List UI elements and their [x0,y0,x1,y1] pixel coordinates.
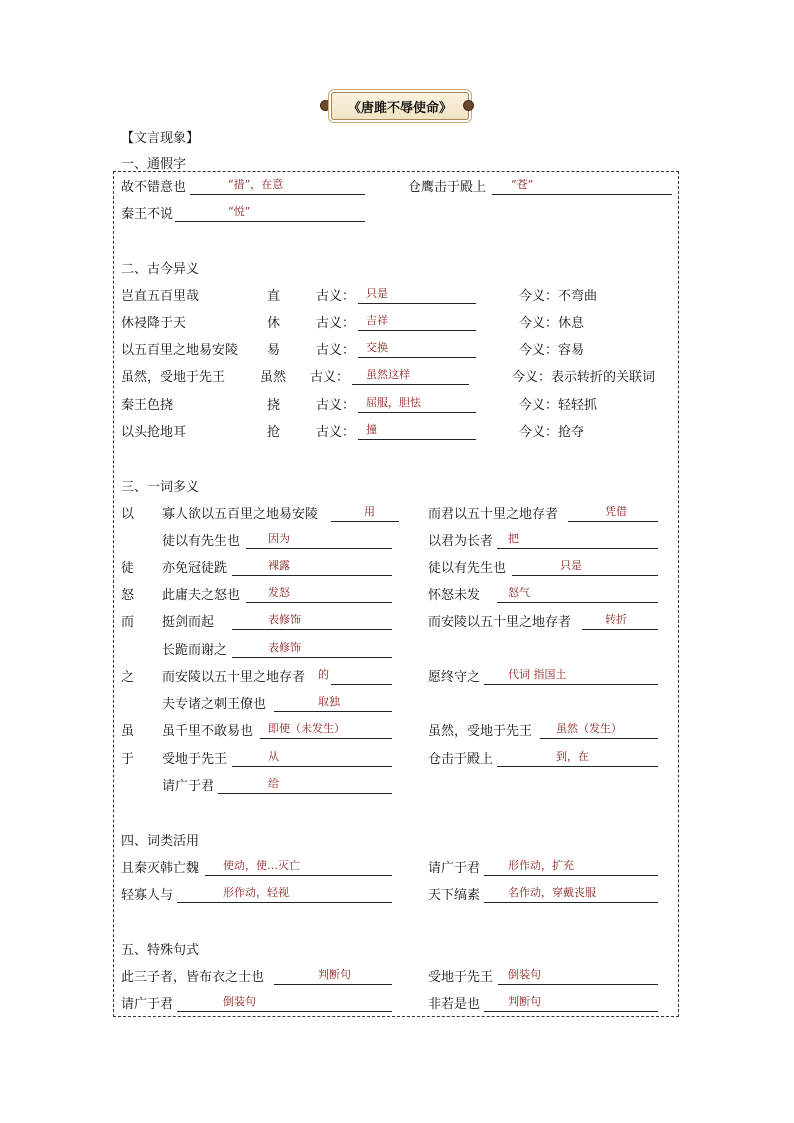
title-ornament-right [463,100,474,111]
s2-row-3-sentence: 以五百里之地易安陵 [121,343,239,358]
s4-row-2-answer: 形作动，扩充 [508,859,574,872]
s3-left-4-answer: 发怒 [268,586,290,599]
s3-left-4-blank [246,602,392,603]
s3-left-2-text: 徒以有先生也 [162,534,241,549]
s3-word-sui: 虽 [121,724,135,739]
s3-right-1-answer: 凭借 [605,505,627,518]
s2-row-2-word: 休 [267,316,281,331]
s4-row-3-text: 轻寡人与 [121,888,174,903]
page-title: 《唐雎不辱使命》 [331,92,469,120]
s2-row-1-sentence: 岂直五百里哉 [121,289,200,304]
s3-right-3-text: 徒以有先生也 [428,561,507,576]
s2-row-5-sentence: 秦王色挠 [121,398,174,413]
s3-left-8-text: 夫专诸之刺王僚也 [162,697,267,712]
s1-row-2-blank [492,194,672,195]
s3-left-9-text: 虽千里不敢易也 [162,724,254,739]
s5-row-2-blank [498,984,658,985]
s2-row-4-blank [352,384,469,385]
s3-right-5-blank [582,629,658,630]
s3-right-2-answer: 把 [508,532,519,545]
s3-right-1-text: 而君以五十里之地存者 [428,507,559,522]
s3-left-10-blank [232,766,392,767]
s2-row-3-blank [358,357,476,358]
s3-left-6-blank [232,657,392,658]
s3-right-3-answer: 只是 [560,559,582,572]
s4-row-1-blank [205,875,392,876]
s3-right-2-blank [497,548,658,549]
s3-right-8-answer: 到，在 [556,750,589,763]
s2-row-5-ancient-label: 古义： [316,398,356,413]
section-3-title: 三、一词多义 [121,480,200,495]
s4-row-4-answer: 名作动，穿戴丧服 [508,886,596,899]
s2-row-6-blank [358,439,476,440]
s2-row-4-ancient-label: 古义： [310,370,350,385]
s2-row-4-sentence: 虽然，受地于先王 [121,370,226,385]
s4-row-1-answer: 使动，使…灭亡 [223,859,300,872]
s2-row-6-modern: 今义：抢夺 [519,425,585,440]
s2-row-6-ancient-label: 古义： [316,425,356,440]
s3-left-7-text: 而安陵以五十里之地存者 [162,670,306,685]
s3-left-5-text: 挺剑而起 [162,615,215,630]
s3-left-8-blank [274,711,392,712]
s3-word-tu: 徒 [121,561,135,576]
s3-word-yu: 于 [121,752,135,767]
s1-row-1-text: 故不错意也 [121,180,187,195]
s3-left-3-answer: 裸露 [268,559,290,572]
s2-row-1-answer: 只是 [366,287,388,300]
s5-row-1-text: 此三子者，皆布衣之士也 [121,970,265,985]
s3-right-7-text: 虽然，受地于先王 [428,724,533,739]
s3-left-9-answer: 即使（未发生） [268,722,345,735]
s5-row-2-answer: 倒装句 [508,968,541,981]
s3-right-2-text: 以君为长者 [428,534,494,549]
s3-right-1-blank [568,521,658,522]
title-ornament-left [320,100,331,111]
s4-row-4-text: 天下缟素 [428,888,481,903]
s2-row-2-modern: 今义：休息 [519,316,585,331]
s2-row-1-blank [358,303,476,304]
s2-row-5-modern: 今义：轻轻抓 [519,398,598,413]
s2-row-6-sentence: 以头抢地耳 [121,425,187,440]
s4-row-1-text: 且秦灭韩亡魏 [121,861,200,876]
s3-left-2-answer: 因为 [268,532,290,545]
s5-row-2-text: 受地于先王 [428,970,494,985]
s3-right-4-text: 怀怒未发 [428,588,481,603]
s4-row-2-blank [484,875,658,876]
s2-row-2-blank [358,330,476,331]
s3-right-5-text: 而安陵以五十里之地存者 [428,615,572,630]
s2-row-1-word: 直 [267,289,281,304]
s2-row-4-answer: 虽然这样 [366,368,410,381]
section-2-title: 二、古今异义 [121,262,200,277]
s3-right-6-text: 愿终守之 [428,670,481,685]
s3-left-6-text: 长跪而谢之 [162,643,228,658]
s3-right-7-answer: 虽然（发生） [556,722,622,735]
s2-row-2-sentence: 休祲降于天 [121,316,187,331]
s3-left-9-blank [260,738,392,739]
s2-row-2-ancient-label: 古义： [316,316,356,331]
s3-right-6-blank [484,684,658,685]
s2-row-6-answer: 撞 [366,423,377,436]
s4-row-4-blank [484,902,658,903]
s3-left-3-text: 亦免冠徒跣 [162,561,228,576]
s3-word-yi: 以 [121,507,135,522]
s5-row-4-text: 非若是也 [428,997,481,1012]
s3-right-5-answer: 转折 [605,613,627,626]
s1-row-3-answer: “悦” [228,205,251,218]
s2-row-3-answer: 交换 [366,341,388,354]
s2-row-5-blank [358,412,476,413]
s3-left-1-answer: 用 [364,505,375,518]
s3-left-2-blank [246,548,392,549]
s3-left-10-answer: 从 [268,750,279,763]
s3-left-7-answer: 的 [318,668,329,681]
s1-row-1-answer: “措”，在意 [228,178,284,191]
section-4-title: 四、词类活用 [121,834,200,849]
s2-row-2-answer: 吉祥 [366,314,388,327]
s3-right-4-answer: 怒气 [508,586,530,599]
s5-row-3-text: 请广于君 [121,997,174,1012]
section-5-title: 五、特殊句式 [121,943,200,958]
s3-word-nu: 怒 [121,588,135,603]
s3-left-8-answer: 取独 [318,695,340,708]
s4-row-3-answer: 形作动，轻视 [223,886,289,899]
s1-row-1-blank [190,194,365,195]
section-heading: 【文言现象】 [121,131,200,146]
s1-row-2-answer: “苍” [511,178,534,191]
s3-left-1-text: 寡人欲以五百里之地易安陵 [162,507,319,522]
s3-left-5-blank [232,629,392,630]
s3-left-1-blank [331,521,399,522]
section-1-title: 一、通假字 [121,157,187,172]
s2-row-5-word: 挠 [267,398,281,413]
s2-row-1-ancient-label: 古义： [316,289,356,304]
s3-word-zhi: 之 [121,670,135,685]
s3-right-8-blank [497,766,658,767]
s2-row-4-modern: 今义：表示转折的关联词 [512,370,656,385]
s5-row-1-blank [274,984,392,985]
s3-left-11-text: 请广于君 [162,779,215,794]
s1-row-2-text: 仓鹰击于殿上 [408,180,487,195]
s3-right-4-blank [497,602,658,603]
s3-right-6-answer: 代词 指国土 [508,668,567,681]
s4-row-2-text: 请广于君 [428,861,481,876]
s3-right-3-blank [512,575,658,576]
s4-row-3-blank [177,902,392,903]
s3-left-7-blank [331,684,392,685]
s1-row-3-blank [175,221,365,222]
s3-word-er: 而 [121,615,135,630]
s5-row-1-answer: 判断句 [318,968,351,981]
s3-left-11-blank [218,793,392,794]
s3-left-4-text: 此庸夫之怒也 [162,588,241,603]
s3-right-7-blank [540,738,658,739]
s3-left-6-answer: 表修饰 [268,641,301,654]
s5-row-3-answer: 倒装句 [223,995,256,1008]
s3-left-11-answer: 给 [268,777,279,790]
s2-row-6-word: 抢 [267,425,281,440]
s2-row-3-modern: 今义：容易 [519,343,585,358]
s5-row-3-blank [177,1011,392,1012]
s1-row-3-text: 秦王不说 [121,207,174,222]
s3-right-8-text: 仓击于殿上 [428,752,494,767]
s2-row-4-word: 虽然 [260,370,287,385]
s2-row-3-word: 易 [267,343,281,358]
s3-left-10-text: 受地于先王 [162,752,228,767]
s5-row-4-answer: 判断句 [508,995,541,1008]
s5-row-4-blank [484,1011,658,1012]
s3-left-3-blank [232,575,392,576]
s2-row-3-ancient-label: 古义： [316,343,356,358]
s3-left-5-answer: 表修饰 [268,613,301,626]
s2-row-5-answer: 屈服，胆怯 [366,396,421,409]
s2-row-1-modern: 今义：不弯曲 [519,289,598,304]
